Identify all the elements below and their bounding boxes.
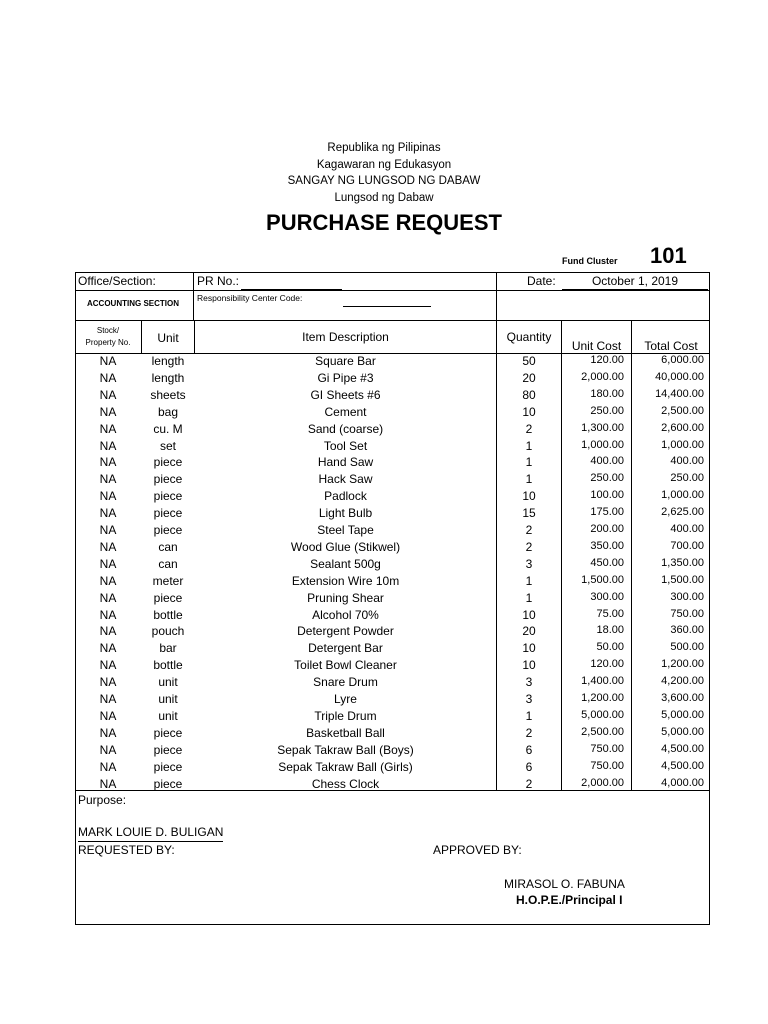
cell-total: 2,500.00 [661,404,704,417]
purpose-label: Purpose: [78,793,127,807]
table-row [76,726,709,743]
cell-desc: Steel Tape [317,523,374,537]
cell-qty: 2 [525,776,533,791]
header-line-department: Kagawaran ng Edukasyon [316,159,452,171]
cell-stock: NA [99,590,117,605]
cell-qty: 1 [525,455,533,470]
cell-stock: NA [99,641,117,656]
cell-qty: 10 [522,607,536,622]
pr-no-label: PR No.: [197,274,240,288]
cell-stock: NA [99,624,117,639]
cell-qty: 50 [522,354,536,368]
cell-desc: Wood Glue (Stikwel) [290,539,401,554]
cell-qty: 10 [522,404,536,419]
table-row [76,455,709,472]
cell-unit: piece [153,759,183,774]
cell-stock: NA [99,404,117,419]
cell-unit: piece [153,776,183,791]
table-row [76,439,709,456]
cell-qty: 6 [525,759,533,774]
cell-qty: 20 [522,370,536,385]
table-row [76,760,709,777]
cell-qty: 2 [525,539,533,554]
cell-unit: set [159,438,176,453]
table-row [76,557,709,574]
table-row [76,388,709,405]
info-divider-bottom [75,320,710,321]
cell-total: 3,600.00 [661,692,704,704]
col-header-quantity: Quantity [506,330,552,344]
cell-desc: Alcohol 70% [312,607,379,622]
cell-unit-cost: 75.00 [596,607,624,620]
col-header-description: Item Description [302,330,389,344]
cell-qty: 1 [525,438,533,453]
cell-unit-cost: 350.00 [590,539,624,552]
table-row [76,472,709,489]
cell-qty: 1 [525,590,533,605]
cell-unit-cost: 180.00 [590,387,624,400]
table-row [76,591,709,608]
cell-desc: Basketball Ball [306,725,385,740]
table-row [76,506,709,523]
cell-unit: bottle [153,607,183,622]
cell-qty: 2 [525,421,533,436]
cell-total: 400.00 [670,523,704,535]
cell-unit-cost: 250.00 [590,404,624,417]
table-row [76,371,709,388]
cell-unit-cost: 300.00 [590,590,624,603]
info-divider-top [75,290,710,291]
cell-desc: Light Bulb [318,506,373,521]
cell-unit: length [151,354,185,368]
approved-by-label: APPROVED BY: [433,843,522,857]
cell-total: 1,500.00 [661,573,704,586]
cell-desc: Snare Drum [313,675,378,690]
cell-unit-cost: 400.00 [590,455,624,468]
pr-no-blank [241,276,342,290]
cell-unit-cost: 2,000.00 [581,776,624,789]
cell-stock: NA [99,607,117,622]
cell-desc: Cement [324,404,367,419]
cell-qty: 1 [525,573,533,588]
cell-stock: NA [99,708,117,723]
cell-desc: Toilet Bowl Cleaner [294,658,397,673]
cell-stock: NA [99,759,117,774]
cell-desc: Pruning Shear [307,590,384,605]
cell-total: 360.00 [670,624,704,637]
cell-total: 700.00 [670,539,704,552]
cell-unit: piece [153,523,183,537]
page-title: PURCHASE REQUEST [266,210,502,235]
cell-total: 6,000.00 [661,354,704,366]
cell-stock: NA [99,506,117,521]
table-row [76,540,709,557]
cell-total: 250.00 [670,472,704,485]
cell-desc: Sand (coarse) [307,421,384,436]
cell-unit-cost: 450.00 [590,556,624,569]
cell-unit: piece [153,472,183,487]
fund-cluster-label: Fund Cluster [562,256,618,266]
col-header-unit: Unit [157,331,179,345]
cell-unit: can [158,556,178,571]
cell-unit: bar [159,641,177,656]
table-row [76,422,709,439]
cell-unit-cost: 175.00 [590,506,624,519]
cell-desc: Padlock [324,489,367,504]
info-vline-date [496,272,497,320]
cell-unit: length [151,370,185,385]
cell-qty: 15 [522,506,536,521]
cell-qty: 3 [525,556,533,571]
cell-unit-cost: 50.00 [596,641,624,654]
cell-total: 4,200.00 [661,675,704,688]
cell-unit: piece [153,489,183,504]
table-row [76,354,709,371]
approver-name: MIRASOL O. FABUNA [504,877,625,891]
cell-stock: NA [99,725,117,740]
cell-desc: Gi Pipe #3 [317,370,374,385]
cell-total: 1,350.00 [661,556,704,569]
header-line-republic: Republika ng Pilipinas [327,142,441,154]
cell-unit: unit [158,708,178,723]
table-row [76,692,709,709]
cell-desc: Sepak Takraw Ball (Boys) [277,742,414,757]
cell-total: 1,000.00 [661,489,704,502]
cell-desc: Square Bar [315,354,376,368]
cell-stock: NA [99,675,117,690]
table-row [76,608,709,625]
cell-unit: piece [153,742,183,757]
cell-unit-cost: 750.00 [590,742,624,755]
cell-qty: 6 [525,742,533,757]
cell-qty: 20 [522,624,536,639]
cell-unit: sheets [150,387,186,402]
cell-qty: 2 [525,725,533,740]
cell-stock: NA [99,370,117,385]
cell-unit: bag [157,404,179,419]
date-label: Date: [527,274,556,288]
table-row [76,489,709,506]
cell-desc: Sepak Takraw Ball (Girls) [278,759,413,774]
col-header-unit-cost: Unit Cost [571,339,622,353]
table-row [76,709,709,726]
cell-desc: Detergent Bar [308,641,383,656]
cell-unit-cost: 2,500.00 [581,725,624,738]
cell-total: 4,500.00 [661,759,704,772]
cell-total: 5,000.00 [661,725,704,738]
info-vline-office [193,272,194,320]
cell-stock: NA [99,523,117,537]
cell-qty: 10 [522,489,536,504]
cell-desc: Tool Set [323,438,368,453]
cell-unit-cost: 200.00 [590,523,624,535]
cell-unit-cost: 1,500.00 [581,573,624,586]
cell-unit: pouch [151,624,185,639]
header-line-division: SANGAY NG LUNGSOD NG DABAW [287,175,481,187]
cell-total: 500.00 [670,641,704,654]
table-row [76,743,709,760]
cell-stock: NA [99,455,117,470]
cell-stock: NA [99,489,117,504]
office-section-value: ACCOUNTING SECTION [87,299,179,308]
cell-unit: piece [153,455,183,470]
cell-desc: Hand Saw [317,455,374,470]
cell-stock: NA [99,776,117,791]
table-row [76,658,709,675]
cell-unit-cost: 120.00 [590,658,624,671]
cell-stock: NA [99,742,117,757]
date-value: October 1, 2019 [562,274,708,290]
cell-qty: 1 [525,708,533,723]
fund-cluster-value: 101 [650,243,687,268]
requester-name: MARK LOUIE D. BULIGAN [78,825,223,842]
cell-total: 1,200.00 [661,658,704,671]
cell-total: 300.00 [670,590,704,603]
cell-total: 40,000.00 [655,370,704,383]
cell-stock: NA [99,438,117,453]
cell-total: 400.00 [670,455,704,468]
cell-unit-cost: 120.00 [590,354,624,366]
cell-stock: NA [99,354,117,368]
table-row [76,523,709,540]
cell-unit: meter [152,573,184,588]
cell-unit-cost: 1,000.00 [581,438,624,451]
table-row [76,574,709,591]
cell-unit: bottle [153,658,183,673]
cell-qty: 1 [525,472,533,487]
cell-stock: NA [99,556,117,571]
cell-stock: NA [99,421,117,436]
cell-unit: piece [153,725,183,740]
cell-stock: NA [99,539,117,554]
cell-total: 2,600.00 [661,421,704,434]
cell-desc: Hack Saw [318,472,373,487]
cell-desc: Sealant 500g [310,556,381,571]
requested-by-label: REQUESTED BY: [78,843,175,857]
cell-total: 5,000.00 [661,708,704,721]
cell-qty: 80 [522,387,536,402]
col-header-stock-line2: Property No. [85,338,131,347]
cell-unit: unit [158,675,178,690]
rcc-label: Responsibility Center Code: [197,293,303,303]
cell-total: 4,500.00 [661,742,704,755]
cell-desc: Extension Wire 10m [291,573,400,588]
cell-qty: 2 [525,523,533,537]
table-row [76,405,709,422]
cell-unit: unit [158,692,178,706]
cell-qty: 3 [525,675,533,690]
cell-unit: piece [153,506,183,521]
cell-unit-cost: 1,400.00 [581,675,624,688]
cell-unit-cost: 5,000.00 [581,708,624,721]
cell-total: 2,625.00 [661,506,704,519]
approver-title: H.O.P.E./Principal I [516,893,623,907]
table-row [76,624,709,641]
table-row [76,641,709,658]
cell-desc: Triple Drum [314,708,377,723]
cell-unit-cost: 250.00 [590,472,624,485]
cell-total: 4,000.00 [661,776,704,789]
office-section-label: Office/Section: [78,274,156,288]
cell-total: 1,000.00 [661,438,704,451]
header-line-city: Lungsod ng Dabaw [334,192,434,204]
col-header-stock [76,325,140,349]
cell-unit-cost: 1,200.00 [581,692,624,704]
table-row [76,675,709,692]
cell-qty: 10 [522,658,536,673]
table-row [76,777,709,794]
cell-qty: 3 [525,692,533,706]
cell-unit-cost: 750.00 [590,759,624,772]
cell-total: 750.00 [670,607,704,620]
cell-unit-cost: 2,000.00 [581,370,624,383]
cell-stock: NA [99,658,117,673]
cell-stock: NA [99,472,117,487]
cell-unit-cost: 100.00 [590,489,624,502]
cell-stock: NA [99,573,117,588]
cell-unit: cu. M [153,421,183,436]
cell-unit: piece [153,590,183,605]
cell-total: 14,400.00 [655,387,704,400]
cell-qty: 10 [522,641,536,656]
cell-desc: Lyre [334,692,357,706]
cell-desc: Chess Clock [311,776,380,791]
cell-unit-cost: 18.00 [596,624,624,637]
cell-desc: GI Sheets #6 [310,387,381,402]
rcc-blank [343,294,431,307]
cell-unit-cost: 1,300.00 [581,421,624,434]
cell-stock: NA [99,387,117,402]
col-header-stock-line1: Stock/ [96,326,120,335]
cell-desc: Detergent Powder [297,624,394,639]
col-header-total-cost: Total Cost [644,339,698,353]
cell-unit: can [158,539,178,554]
cell-stock: NA [99,692,117,706]
